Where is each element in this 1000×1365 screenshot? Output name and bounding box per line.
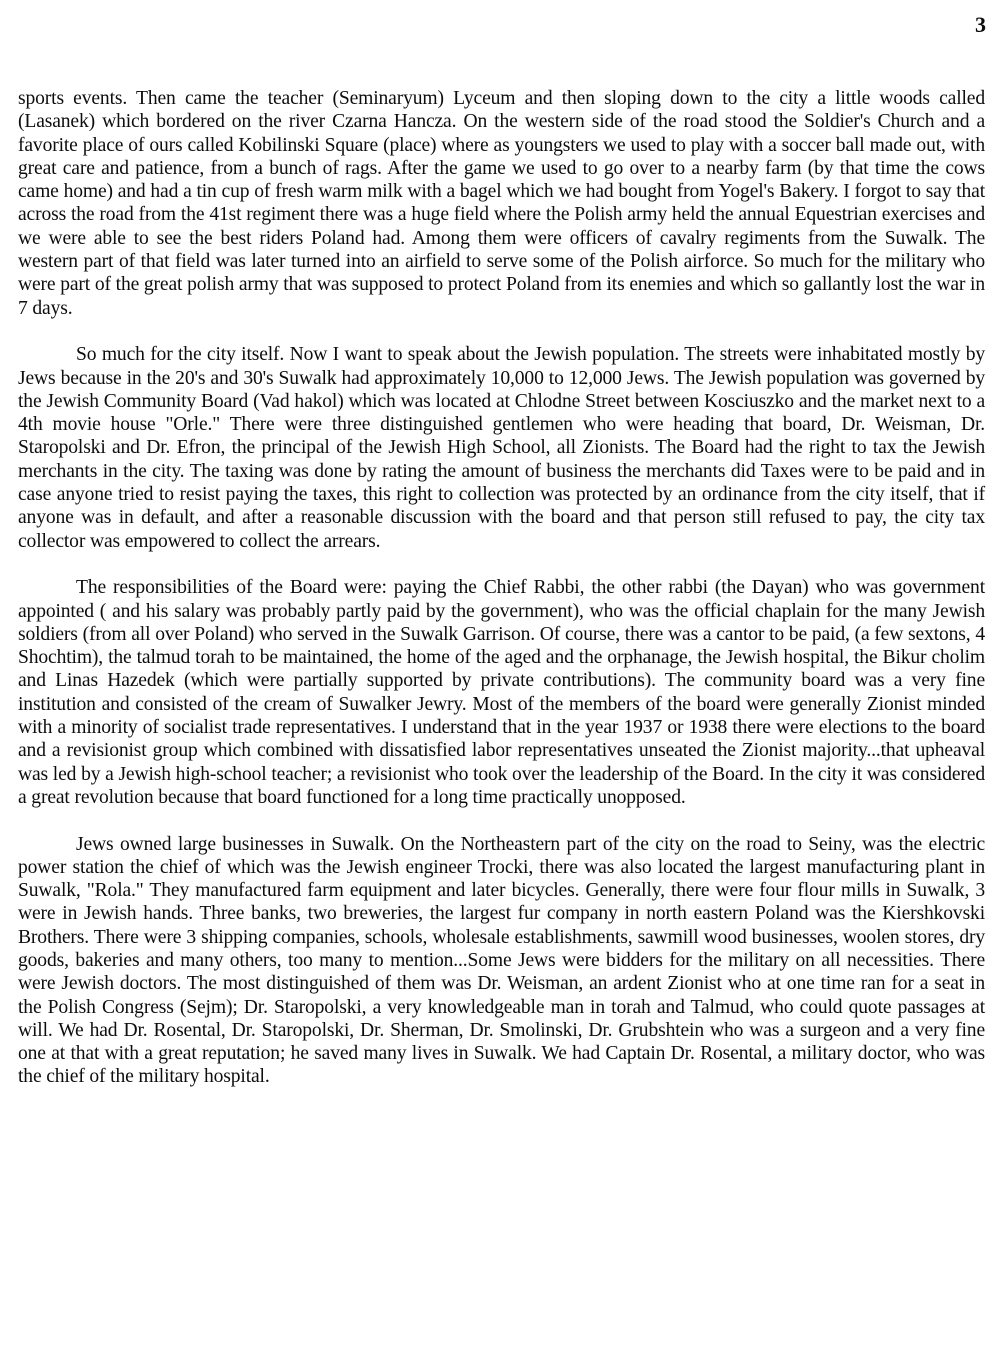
paragraph-jewish-population: So much for the city itself. Now I want to speak about the Jewish population. The streets were inhabitated mostly by Jews because in the 20's and 30's Suwalk had approximately 10,000 to 12,000 Jews. The Jewish population was governed by the Jewish Community Board (Vad hakol) which was located at Chlodne Street between Kosciuszko and the market next to a 4th movie house "Orle." There were three distinguished gentlemen who were heading that board, Dr. Weisman, Dr. Staropolski and Dr. Efron, the principal of the Jewish High School, all Zionists. The Board had the right to tax the Jewish merchants in the city. The taxing was done by rating the amount of business the merchants did Taxes were to be paid and in case anyone tried to resist paying the taxes, this right to collection was protected by an ordinance from the city itself, that if anyone was in default, and after a reasonable discussion with the board and that person still refused to pay, the city tax collector was empowered to collect the arrears. [18, 344, 985, 552]
paragraph-jewish-businesses: Jews owned large businesses in Suwalk. On the Northeastern part of the city on the road to Seiny, was the electric power station the chief of which was the Jewish engineer Trocki, there was also located the largest manufacturing plant in Suwalk, "Rola." They manufactured farm equipment and later bicycles. Generally, there were four flour mills in Suwalk, 3 were in Jewish hands. Three banks, two breweries, the largest fur company in north eastern Poland was the Kiershkovski Brothers. There were 3 shipping companies, schools, wholesale establishments, sawmill wood businesses, woolen stores, dry goods, bakeries and many others, too many to mention...Some Jews were bidders for the military on all necessities. There were Jewish doctors. The most distinguished of them was Dr. Weisman, an ardent Zionist who at one time ran for a seat in the Polish Congress (Sejm); Dr. Staropolski, a very knowledgeable man in torah and Talmud, who could quote passages at will. We had Dr. Rosental, Dr. Staropolski, Dr. Sherman, Dr. Smolinski, Dr. Grubshtein who was a surgeon and a very fine one at that with a great reputation; he saved many lives in Suwalk. We had Captain Dr. Rosental, a military doctor, who was the chief of the military hospital. [18, 833, 985, 1088]
paragraph-board-responsibilities: The responsibilities of the Board were: paying the Chief Rabbi, the other rabbi (the Dayan) who was government appointed ( and his salary was probably partly paid by the government), who was the official chaplain for the many Jewish soldiers (from all over Poland) who served in the Suwalk Garrison. Of course, there was a cantor to be paid, (a few sextons, 4 Shochtim), the talmud torah to be maintained, the home of the aged and the orphanage, the Jewish hospital, the Bikur cholim and Linas Hazedek (which were partially supported by private contributions). The community board was a very fine institution and consisted of the cream of Suwalker Jewry. Most of the members of the board were generally Zionist minded with a minority of socialist trade representatives. I understand that in the year 1937 or 1938 there were elections to the board and a revisionist group which combined with dissatisfied labor representatives unseated the Zionist majority...that upheaval was led by a Jewish high-school teacher; a revisionist who took over the leadership of the Board. In the city it was considered a great revolution because that board functioned for a long time practically unopposed. [18, 577, 985, 808]
paragraph-sports-events: sports events. Then came the teacher (Seminaryum) Lyceum and then sloping down to the city a little woods called (Lasanek) which bordered on the river Czarna Hancza. On the western side of the road stood the Soldier's Church and a favorite place of ours called Kobilinski Square (place) where as youngsters we used to play with a soccer ball made out, with great care and patience, from a bunch of rags. After the game we used to go over to a nearby farm (by that time the cows came home) and had a tin cup of fresh warm milk with a bagel which we had bought from Yogel's Bakery. I forgot to say that across the road from the 41st regiment there was a huge field where the Polish army held the annual Equestrian exercises and we were able to see the best riders Poland had. Among them were officers of cavalry regiments from the Suwalk. The western part of that field was later turned into an airfield to serve some of the Polish airforce. So much for the military who were part of the great polish army that was supposed to protect Poland from its enemies and which so gallantly lost the war in 7 days. [18, 88, 985, 319]
document-body [18, 87, 985, 1089]
page-number: 3 [975, 12, 986, 37]
